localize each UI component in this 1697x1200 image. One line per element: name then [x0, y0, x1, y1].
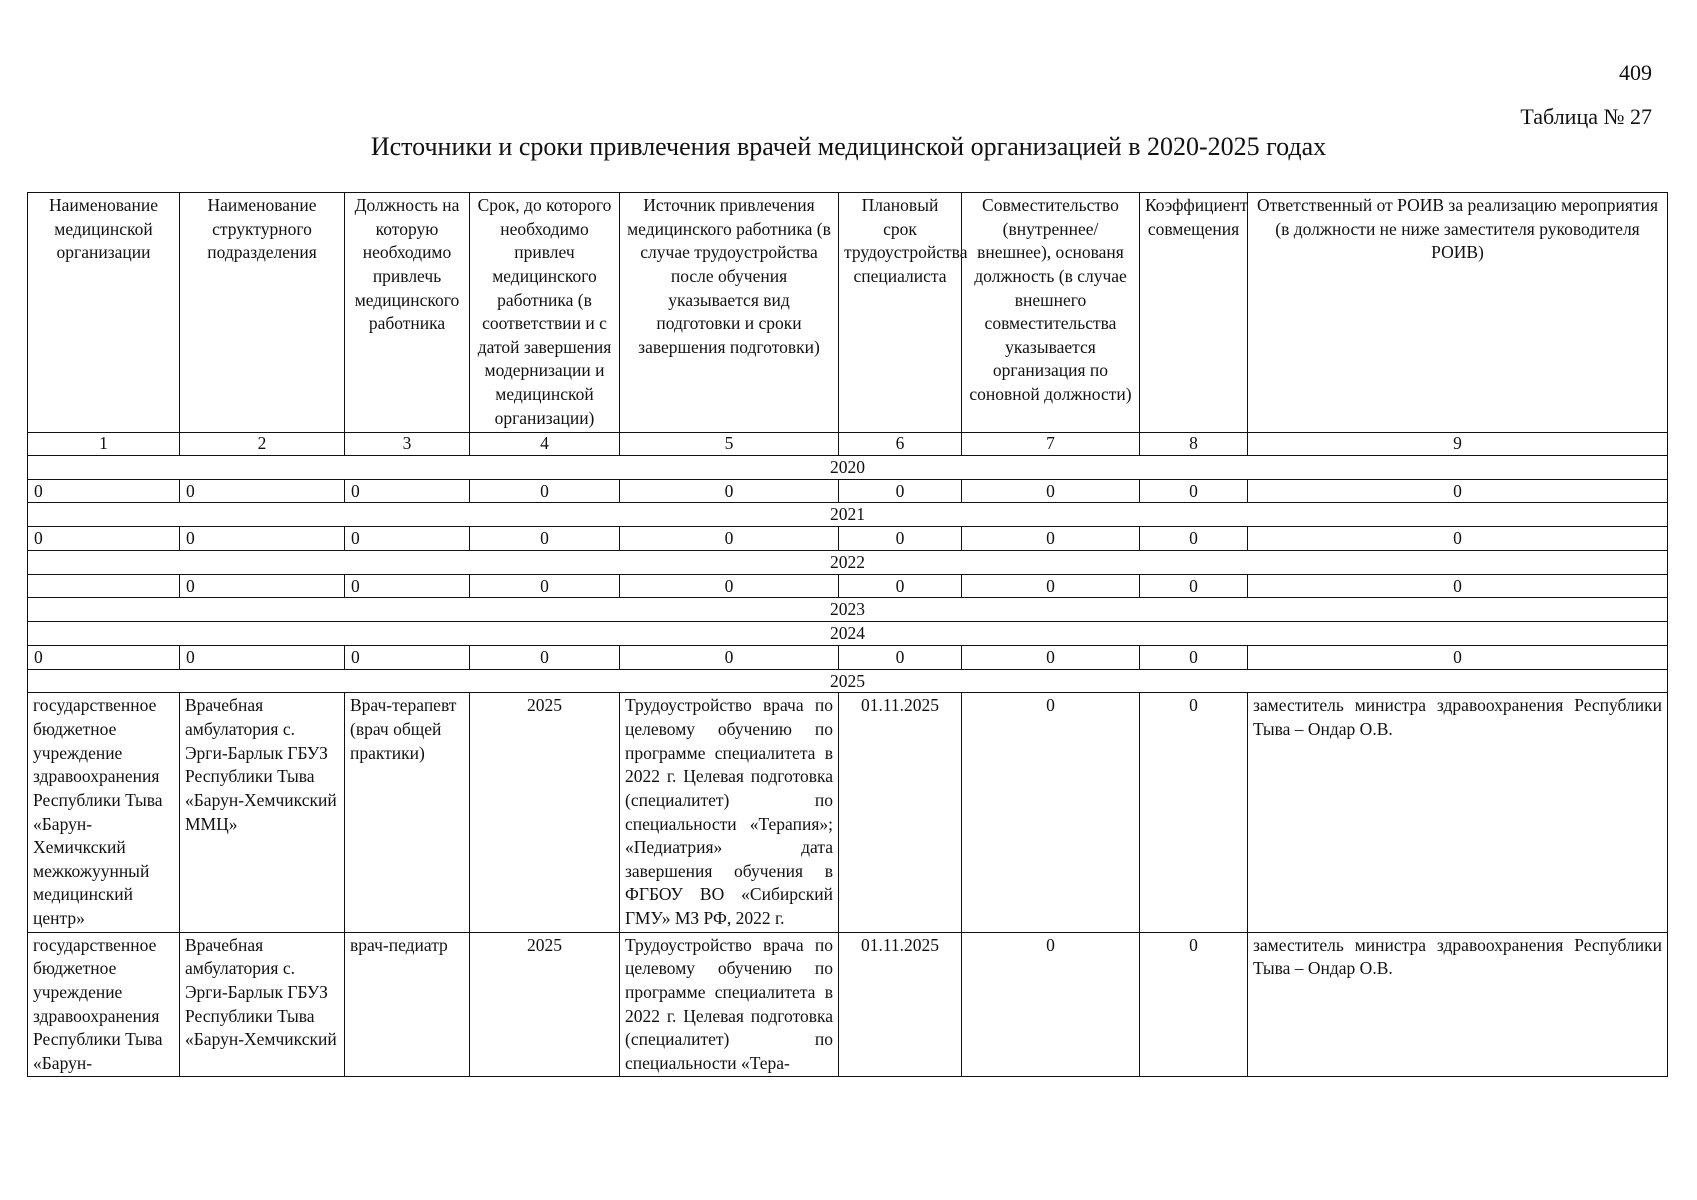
position-cell: врач-педиатр: [345, 932, 470, 1077]
table-cell: 0: [1140, 527, 1248, 551]
table-cell: 0: [180, 645, 345, 669]
table-cell: 0: [620, 527, 839, 551]
year-label: 2023: [28, 598, 1668, 622]
header-cell: Ответственный от РОИВ за реализацию мероприятия (в должности не ниже заместителя руководителя РОИВ): [1248, 193, 1668, 433]
table-cell: 0: [962, 645, 1140, 669]
page-number: 409: [1619, 60, 1652, 85]
header-cell: Коэффициент совмещения: [1140, 193, 1248, 433]
table-cell: [28, 574, 180, 598]
header-cell: Наименование структурного подразделения: [180, 193, 345, 433]
coefficient-cell: 0: [1140, 932, 1248, 1077]
planned-date-cell: 01.11.2025: [839, 693, 962, 932]
column-number-row: [28, 433, 1668, 456]
year-label: 2024: [28, 622, 1668, 646]
table-row: [28, 479, 1668, 503]
table-row: [28, 574, 1668, 598]
column-number: 7: [962, 433, 1140, 456]
table-cell: 0: [1248, 645, 1668, 669]
column-number: 3: [345, 433, 470, 456]
year-label: 2021: [28, 503, 1668, 527]
table-cell: 0: [620, 645, 839, 669]
year-row: [28, 622, 1668, 646]
coefficient-cell: 0: [1140, 693, 1248, 932]
unit-cell: Врачебная амбулатория с. Эрги-Барлык ГБУЗ Республики Тыва «Барун-Хемчикский: [180, 932, 345, 1077]
column-number: 2: [180, 433, 345, 456]
combination-cell: 0: [962, 693, 1140, 932]
table-cell: 0: [28, 645, 180, 669]
table-cell: 0: [839, 574, 962, 598]
table-cell: 0: [1248, 479, 1668, 503]
table-cell: 0: [620, 479, 839, 503]
year-row: [28, 550, 1668, 574]
header-cell: Совместительство (внутреннее/внешнее), основаня должность (в случае внешнего совместительства указывается организация по соновной должности): [962, 193, 1140, 433]
header-cell: Наименование медицинской организации: [28, 193, 180, 433]
column-number: 9: [1248, 433, 1668, 456]
unit-cell: Врачебная амбулатория с. Эрги-Барлык ГБУЗ Республики Тыва «Барун-Хемчикский ММЦ»: [180, 693, 345, 932]
org-cell: государственное бюджетное учреждение здравоохранения Республики Тыва «Барун-: [28, 932, 180, 1077]
table-label: Таблица № 27: [1520, 104, 1652, 129]
column-number: 6: [839, 433, 962, 456]
header-cell: Срок, до которого необходимо привлеч медицинского работника (в соответствии и с датой завершения модернизации и медицинской организации): [470, 193, 620, 433]
table-cell: 0: [962, 479, 1140, 503]
table-cell: 0: [1140, 574, 1248, 598]
table-cell: 0: [1248, 527, 1668, 551]
table-cell: 0: [1248, 574, 1668, 598]
responsible-cell: заместитель министра здравоохранения Республики Тыва – Ондар О.В.: [1248, 932, 1668, 1077]
table-cell: 0: [962, 527, 1140, 551]
table-cell: 0: [470, 527, 620, 551]
year-row: [28, 503, 1668, 527]
position-cell: Врач-терапевт (врач общей практики): [345, 693, 470, 932]
table-cell: 0: [345, 479, 470, 503]
table-row: [28, 645, 1668, 669]
column-number: 4: [470, 433, 620, 456]
table-cell: 0: [470, 479, 620, 503]
table-cell: 0: [345, 645, 470, 669]
year-row: [28, 598, 1668, 622]
column-number: 8: [1140, 433, 1248, 456]
source-cell: Трудоустройство врача по целевому обучению по программе специалитета в 2022 г. Целевая подготовка (специалитет) по специальности «Терапия»; «Педиатрия» дата завершения обучения в ФГБОУ ВО «Сибирский ГМУ» МЗ РФ, 2022 г.: [620, 693, 839, 932]
responsible-cell: заместитель министра здравоохранения Республики Тыва – Ондар О.В.: [1248, 693, 1668, 932]
header-cell: Источник привлечения медицинского работника (в случае трудоустройства после обучения указывается вид подготовки и сроки завершения подготовки): [620, 193, 839, 433]
table-cell: 0: [1140, 645, 1248, 669]
table-cell: 0: [28, 527, 180, 551]
table-row: [28, 527, 1668, 551]
table-cell: 0: [345, 527, 470, 551]
year-row: [28, 669, 1668, 693]
table-cell: 0: [839, 479, 962, 503]
header-cell: Плановый срок трудоустройства специалиста: [839, 193, 962, 433]
deadline-cell: 2025: [470, 693, 620, 932]
column-number: 5: [620, 433, 839, 456]
planned-date-cell: 01.11.2025: [839, 932, 962, 1077]
table-cell: 0: [470, 645, 620, 669]
table-cell: 0: [620, 574, 839, 598]
year-label: 2025: [28, 669, 1668, 693]
table-row: [28, 693, 1668, 932]
document-title: Источники и сроки привлечения врачей медицинской организацией в 2020-2025 годах: [370, 132, 1327, 161]
table-cell: 0: [180, 574, 345, 598]
table-cell: 0: [180, 479, 345, 503]
doctors-table: [27, 192, 1668, 1077]
table-cell: 0: [962, 574, 1140, 598]
column-number: 1: [28, 433, 180, 456]
table-cell: 0: [180, 527, 345, 551]
combination-cell: 0: [962, 932, 1140, 1077]
table-cell: 0: [839, 527, 962, 551]
table-cell: 0: [1140, 479, 1248, 503]
table-row: [28, 932, 1668, 1077]
year-label: 2022: [28, 550, 1668, 574]
org-cell: государственное бюджетное учреждение здравоохранения Республики Тыва «Барун-Хемичкский межкожуунный медицинский центр»: [28, 693, 180, 932]
source-cell: Трудоустройство врача по целевому обучению по программе специалитета в 2022 г. Целевая подготовка (специалитет) по специальности «Тера-: [620, 932, 839, 1077]
header-row: [28, 193, 1668, 433]
table-cell: 0: [839, 645, 962, 669]
year-row: [28, 455, 1668, 479]
deadline-cell: 2025: [470, 932, 620, 1077]
table-cell: 0: [345, 574, 470, 598]
table-cell: 0: [470, 574, 620, 598]
header-cell: Должность на которую необходимо привлечь медицинского работника: [345, 193, 470, 433]
year-label: 2020: [28, 455, 1668, 479]
table-cell: 0: [28, 479, 180, 503]
